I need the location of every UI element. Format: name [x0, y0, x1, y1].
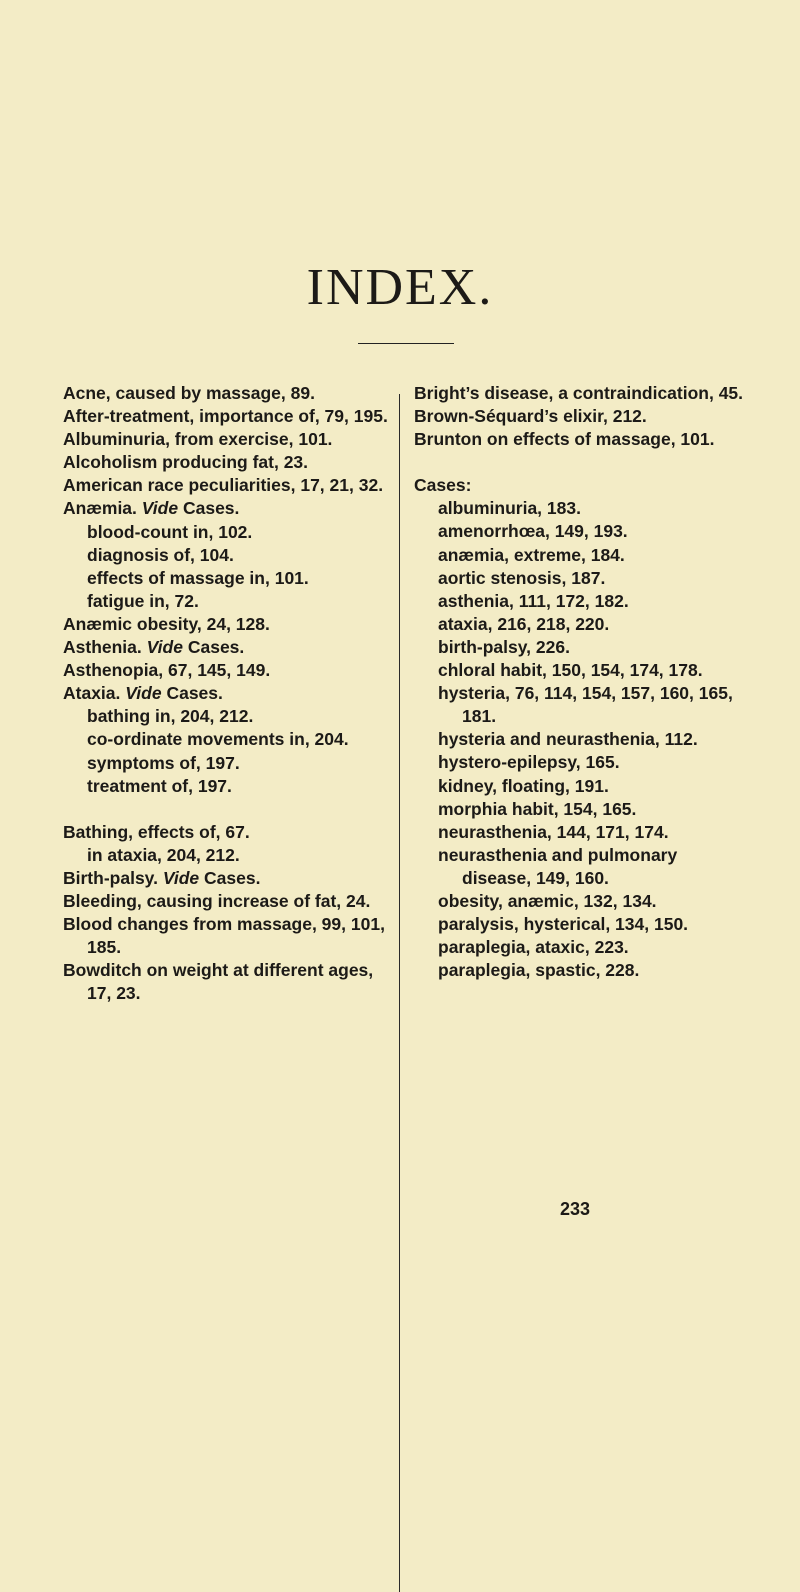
entry-vide: Vide [125, 683, 162, 704]
index-subentry: treatment of, 197. [87, 775, 232, 796]
index-subentry: effects of massage in, 101. [87, 567, 309, 588]
index-subentry: morphia habit, 154, 165. [438, 798, 637, 819]
index-column-right [414, 382, 744, 982]
index-subentry: paraplegia, spastic, 228. [438, 960, 640, 981]
index-entry: Alcoholism producing fat, 23. [63, 452, 309, 473]
entry-head: Birth-palsy. [63, 867, 158, 888]
index-subentry: bathing in, 204, 212. [87, 706, 254, 727]
entry-head: Anæmia. [63, 498, 137, 519]
index-entry [63, 497, 390, 520]
index-subentry: hystero-epilepsy, 165. [438, 752, 620, 773]
index-subentry: aortic stenosis, 187. [438, 567, 606, 588]
index-entry: Albuminuria, from exercise, 101. [63, 429, 333, 450]
entry-vide: Vide [141, 498, 179, 519]
index-subentry: hysteria, 76, 114, 154, 157, 160, 165, 181. [438, 683, 733, 727]
index-entry: Acne, caused by massage, 89. [63, 383, 315, 403]
index-subentry: asthenia, 111, 172, 182. [438, 590, 629, 611]
index-subentry: kidney, floating, 191. [438, 775, 609, 796]
index-entry [63, 682, 390, 705]
index-subentry: symptoms of, 197. [87, 752, 240, 773]
entry-vide: Vide [162, 867, 200, 888]
index-subentry: amenorrhœa, 149, 193. [438, 521, 628, 542]
index-subentry: diagnosis of, 104. [87, 544, 234, 565]
index-entry: Bathing, effects of, 67. [63, 821, 250, 842]
index-subentry: ataxia, 216, 218, 220. [438, 613, 610, 634]
index-entry: Brown-Séquard’s elixir, 212. [414, 406, 647, 427]
index-subentry: hysteria and neurasthenia, 112. [438, 729, 698, 750]
entry-gap [414, 451, 744, 474]
index-subentry: blood-count in, 102. [87, 521, 253, 542]
index-entry: Bowditch on weight at different ages, 17, 23. [63, 960, 374, 1004]
index-subentry: birth-palsy, 226. [438, 636, 570, 657]
title-rule [358, 343, 454, 344]
page-title: INDEX. [306, 259, 494, 316]
entry-head: Ataxia. [63, 683, 121, 704]
index-subentry: co-ordinate movements in, 204. [87, 729, 349, 750]
index-subentry: in ataxia, 204, 212. [87, 844, 240, 865]
index-entry: Anæmic obesity, 24, 128. [63, 613, 270, 634]
index-entry: American race peculiarities, 17, 21, 32. [63, 475, 384, 496]
index-subentry: neurasthenia and pulmonary disease, 149, 160. [438, 844, 678, 888]
index-subentry: chloral habit, 150, 154, 174, 178. [438, 660, 703, 681]
index-entry [63, 636, 390, 659]
index-entry: After-treatment, importance of, 79, 195. [63, 406, 388, 427]
entry-crossref: Cases. [182, 498, 240, 519]
page-number: 233 [559, 1199, 591, 1219]
entry-vide: Vide [146, 637, 183, 658]
index-subentry: neurasthenia, 144, 171, 174. [438, 821, 669, 842]
index-entry: Bright’s disease, a contraindication, 45. [414, 383, 744, 403]
index-entry: Brunton on effects of massage, 101. [414, 429, 715, 450]
index-subentry: paraplegia, ataxic, 223. [438, 937, 629, 958]
index-subentry: obesity, anæmic, 132, 134. [438, 890, 657, 911]
entry-gap [63, 798, 390, 821]
index-subentry: albuminuria, 183. [438, 498, 581, 519]
index-subentry: anæmia, extreme, 184. [438, 544, 625, 565]
index-column-left [63, 382, 390, 1005]
index-entry: Asthenopia, 67, 145, 149. [63, 660, 271, 681]
index-entry: Cases: [414, 475, 472, 496]
index-entry: Blood changes from massage, 99, 101, 185. [63, 914, 385, 958]
entry-crossref: Cases. [187, 637, 245, 658]
entry-head: Asthenia. [63, 637, 142, 658]
entry-crossref: Cases. [204, 867, 261, 888]
column-divider [399, 394, 400, 1592]
index-entry [63, 867, 390, 890]
index-subentry: paralysis, hysterical, 134, 150. [438, 914, 689, 935]
entry-crossref: Cases. [166, 683, 223, 704]
index-subentry: fatigue in, 72. [87, 590, 199, 611]
index-entry: Bleeding, causing increase of fat, 24. [63, 890, 371, 911]
